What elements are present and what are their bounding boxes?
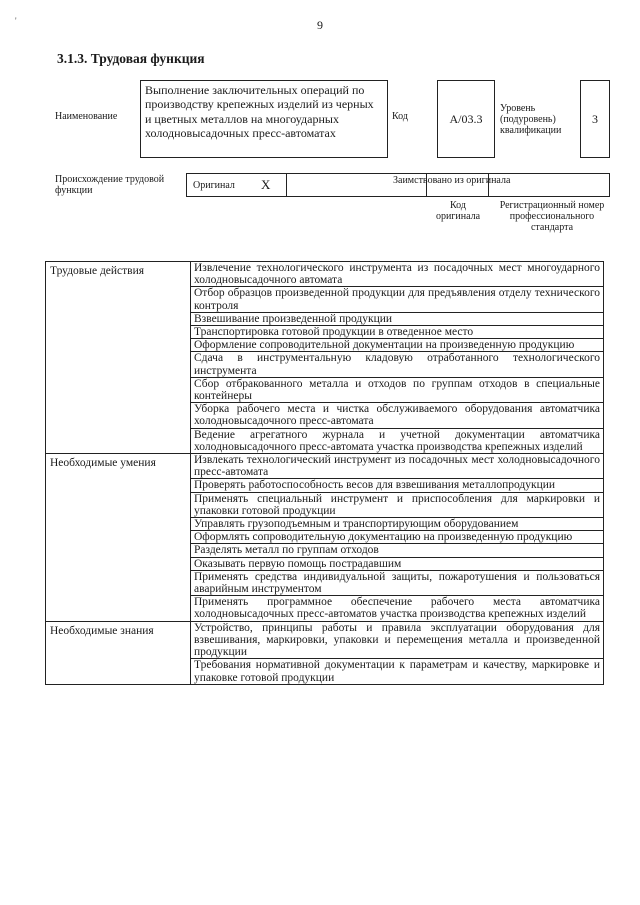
level-label: Уровень (подуровень) квалификации [500, 103, 562, 136]
code-label: Код [392, 111, 408, 122]
name-label: Наименование [55, 111, 118, 122]
level-value-box: 3 [580, 80, 610, 158]
code-original-label: Код оригинала [435, 200, 481, 222]
table-row [46, 454, 604, 479]
code-original-cell [489, 174, 609, 196]
requirement-item: Извлекать технологический инструмент из посадочных мест холодновысадочного пресс-автомата [191, 454, 604, 479]
origin-row [186, 173, 610, 197]
requirements-body [46, 262, 604, 685]
scan-mark: ' [15, 16, 17, 26]
reg-number-label: Регистрационный номер профессионального стандарта [499, 200, 605, 233]
requirement-item: Требования нормативной документации к параметрам и качеству, маркировке и упаковке готовой продукции [191, 659, 604, 684]
origin-label: Происхождение трудовой функции [55, 174, 165, 196]
requirement-item: Оформление сопроводительной документации на произведенную продукцию [191, 339, 604, 352]
requirement-item: Взвешивание произведенной продукции [191, 312, 604, 325]
original-label: Оригинал [193, 180, 235, 191]
requirement-item: Сбор отбракованного металла и отходов по группам отходов в специальные контейнеры [191, 377, 604, 402]
requirement-item: Управлять грузоподъемным и транспортирующим оборудованием [191, 518, 604, 531]
requirement-item: Сдача в инструментальную кладовую отработанного технологического инструмента [191, 352, 604, 377]
page-number: 9 [317, 18, 323, 32]
requirement-item: Разделять металл по группам отходов [191, 544, 604, 557]
code-value-box: A/03.3 [437, 80, 495, 158]
table-row [46, 621, 604, 659]
requirement-item: Транспортировка готовой продукции в отведенное место [191, 326, 604, 339]
requirement-item: Применять средства индивидуальной защиты, пожаротушения и пользоваться аварийным инструментом [191, 570, 604, 595]
category-cell: Необходимые знания [46, 621, 191, 684]
original-mark: X [261, 177, 271, 192]
requirement-item: Проверять работоспособность весов для взвешивания металлопродукции [191, 479, 604, 492]
function-name-box: Выполнение заключительных операций по производству крепежных изделий из черных и цветных металлов на многоударных холодновысадочных пресс-автоматах [140, 80, 388, 158]
requirement-item: Извлечение технологического инструмента из посадочных мест многоударного холодновысадочного автомата [191, 262, 604, 287]
requirement-item: Применять программное обеспечение рабочего места автоматчика холодновысадочных пресс-автоматов участка производства крепежных изделий [191, 596, 604, 621]
borrowed-label: Заимствовано из оригинала [393, 175, 511, 186]
blank-cell [427, 174, 489, 196]
original-cell [187, 174, 287, 196]
borrowed-cell [287, 174, 511, 196]
category-cell: Трудовые действия [46, 262, 191, 454]
requirement-item: Уборка рабочего места и чистка обслуживаемого оборудования автоматчика холодновысадочного пресс-автомата [191, 403, 604, 428]
section-title: 3.1.3. Трудовая функция [57, 51, 205, 66]
requirement-item: Ведение агрегатного журнала и учетной документации автоматчика холодновысадочного пресс-автомата участка производства крепежных изделий [191, 428, 604, 453]
requirement-item: Применять специальный инструмент и приспособления для маркировки и упаковки готовой продукции [191, 492, 604, 517]
requirement-item: Устройство, принципы работы и правила эксплуатации оборудования для взвешивания, маркировки, упаковки и перемещения металла и произведенной продукции [191, 621, 604, 659]
requirement-item: Оказывать первую помощь пострадавшим [191, 557, 604, 570]
requirements-table [45, 261, 604, 685]
requirement-item: Оформлять сопроводительную документацию на произведенную продукцию [191, 531, 604, 544]
requirement-item: Отбор образцов произведенной продукции для предъявления отделу технического контроля [191, 287, 604, 312]
category-cell: Необходимые умения [46, 454, 191, 622]
table-row [46, 262, 604, 287]
